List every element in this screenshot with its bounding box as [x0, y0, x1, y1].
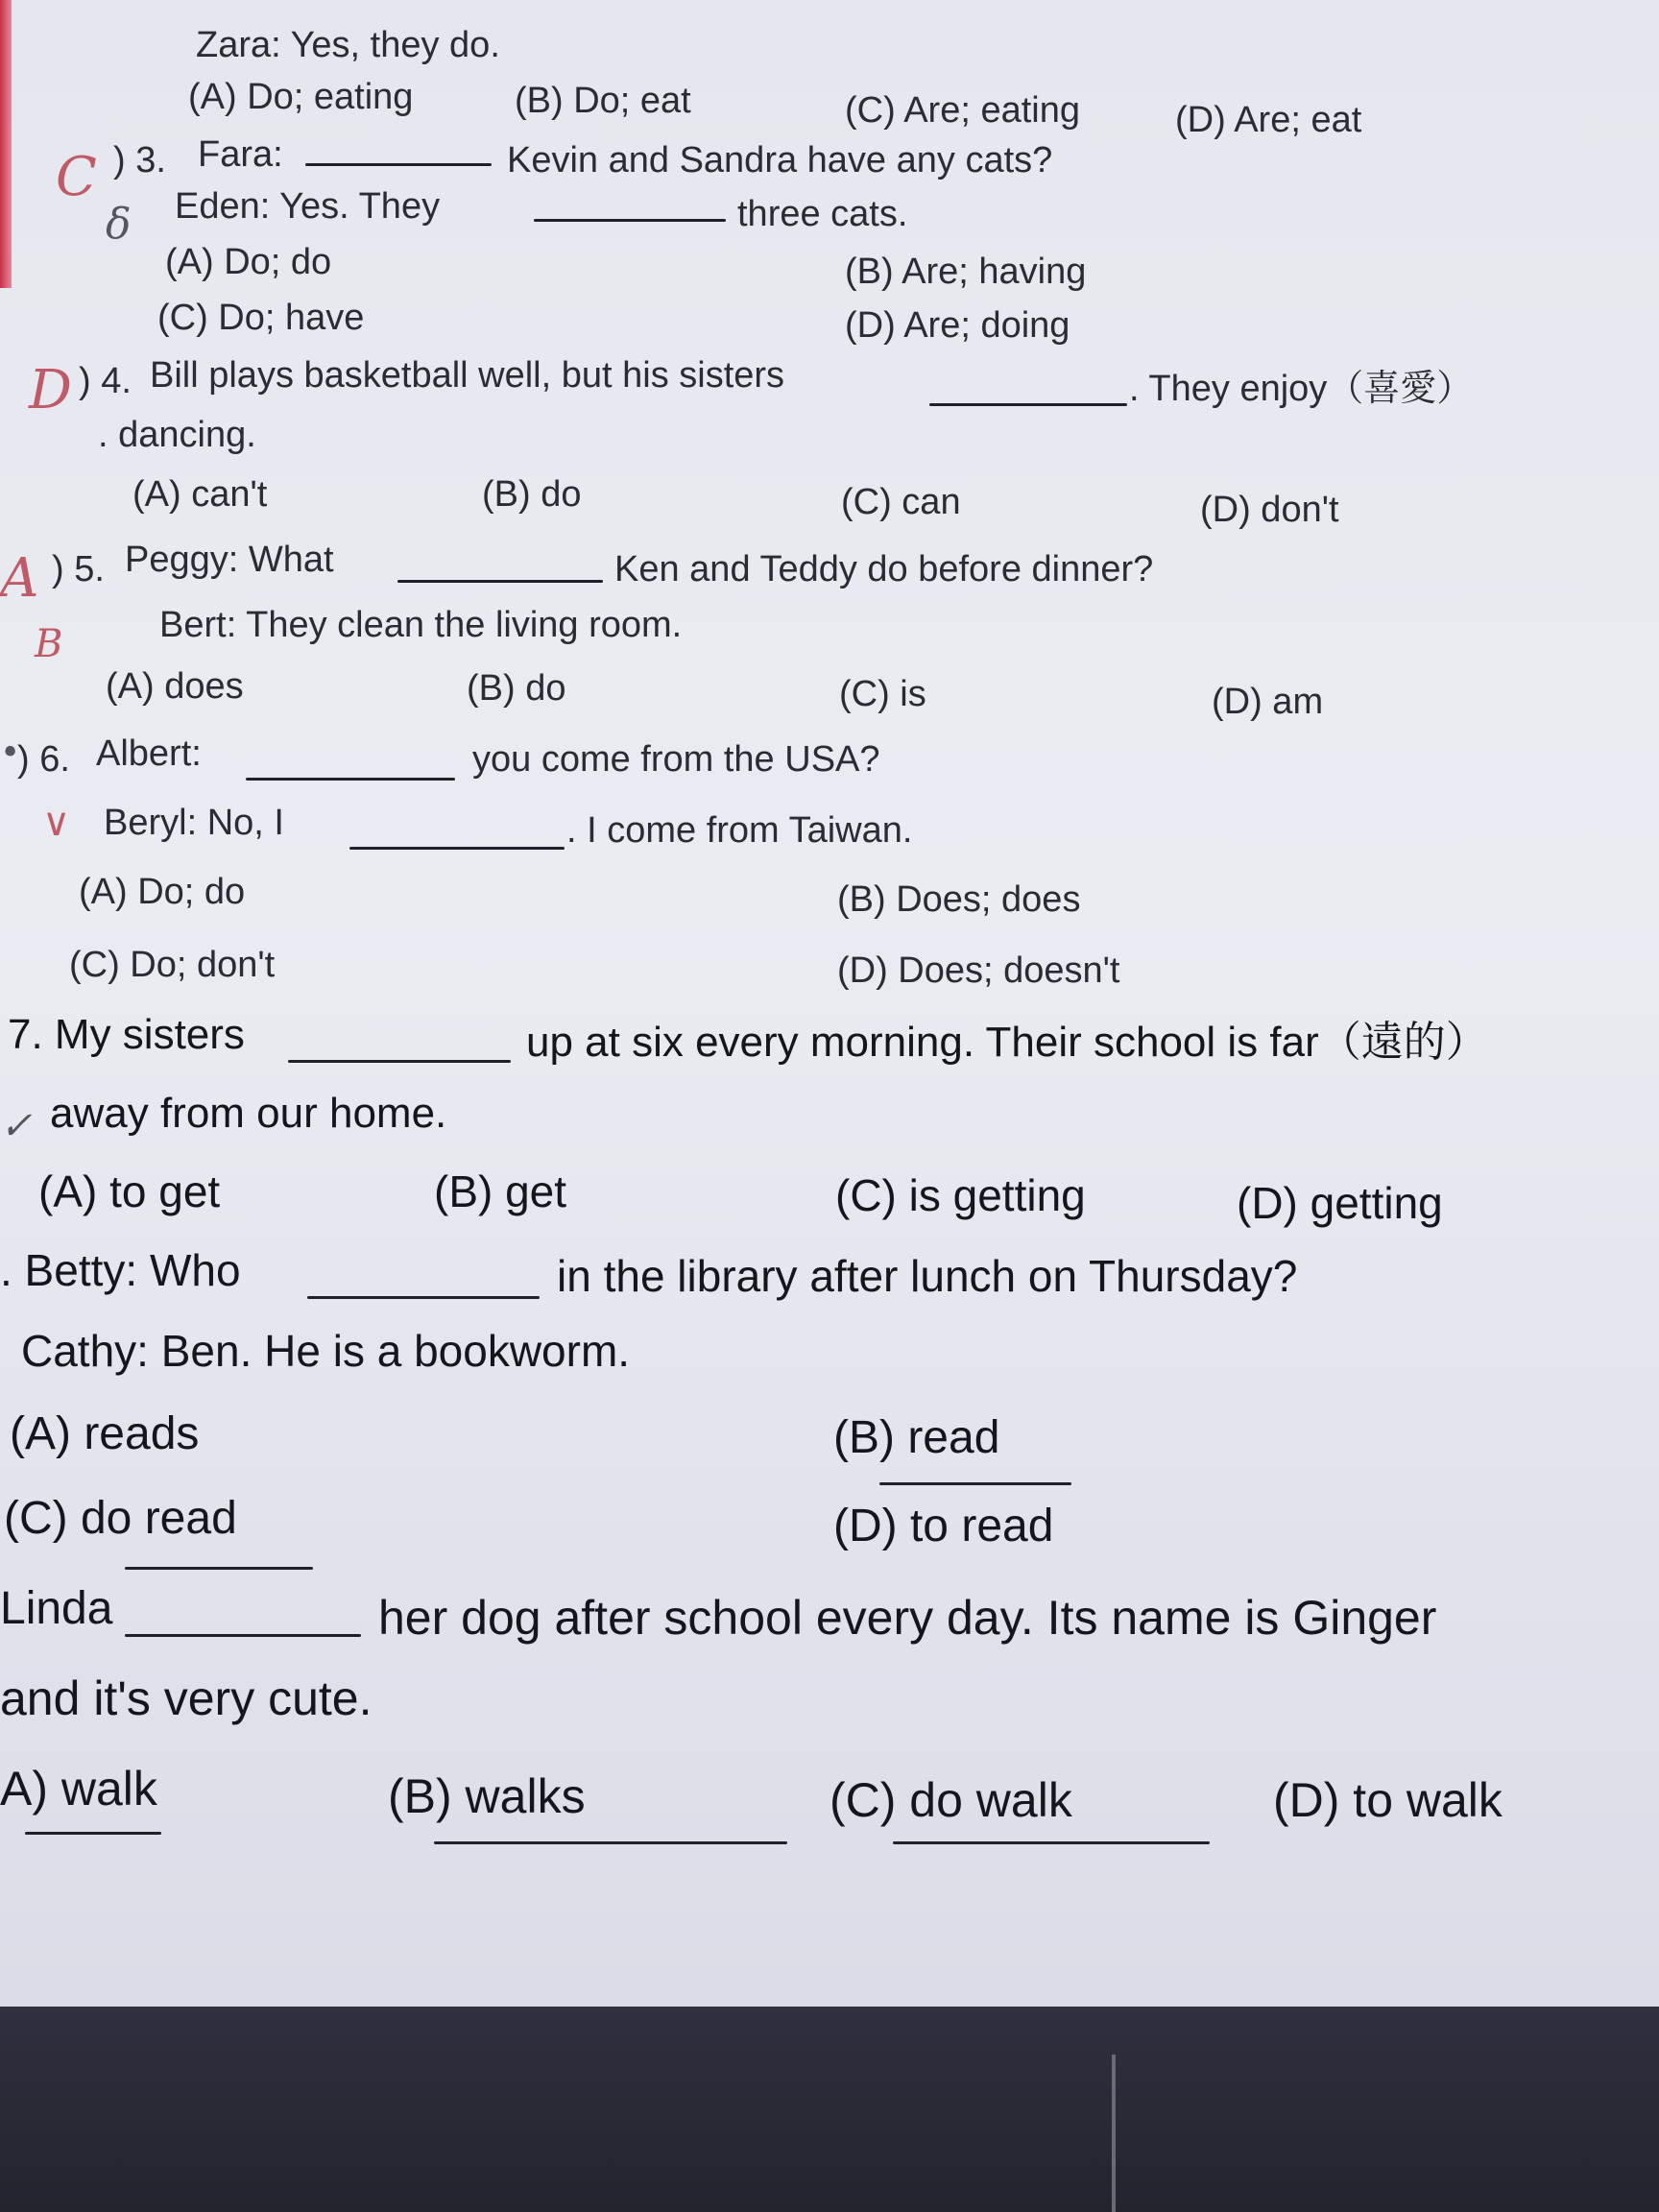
q4-blank: [929, 403, 1127, 406]
q3-eden-line-end: three cats.: [737, 194, 908, 234]
q7-question-continued: away from our home.: [50, 1090, 447, 1137]
q5-option-d: (D) am: [1212, 682, 1324, 722]
q9-option-a: A) walk: [0, 1762, 157, 1815]
q3-option-b: (B) Are; having: [845, 252, 1087, 292]
q8-pen-stroke: [125, 1567, 313, 1570]
q7-option-b: (B) get: [434, 1166, 567, 1216]
q8-option-a: (A) reads: [10, 1408, 200, 1459]
q8-option-b: (B) read: [833, 1412, 1000, 1463]
q4-answer-mark: D: [29, 359, 72, 421]
cable: [1112, 2055, 1116, 2212]
q5-question-text-end: Ken and Teddy do before dinner?: [614, 549, 1154, 589]
q2-option-c: (C) Are; eating: [845, 90, 1080, 131]
q5-number: ) 5.: [52, 549, 105, 589]
q2-option-a: (A) Do; eating: [188, 77, 414, 117]
q6-beryl-line-end: . I come from Taiwan.: [566, 810, 913, 851]
q8-option-b-underline: [879, 1482, 1071, 1485]
q7-option-c: (C) is getting: [835, 1170, 1086, 1220]
q7-question-text: 7. My sisters: [8, 1011, 245, 1058]
binding-strip: [0, 0, 12, 288]
q8-cathy-line: Cathy: Ben. He is a bookworm.: [21, 1326, 631, 1376]
q4-question-text-end: . They enjoy（喜愛）: [1129, 369, 1474, 409]
q4-question-text: Bill plays basketball well, but his sisters: [150, 355, 785, 396]
q4-option-d: (D) don't: [1200, 490, 1339, 530]
q9-option-c-underline: [893, 1841, 1210, 1844]
q4-option-b: (B) do: [482, 474, 582, 515]
q3-answer-mark: C: [56, 146, 97, 208]
q2-option-b: (B) Do; eat: [515, 81, 691, 121]
q9-option-a-underline: [25, 1832, 161, 1835]
q8-option-d: (D) to read: [833, 1501, 1054, 1551]
q3-option-c: (C) Do; have: [157, 298, 365, 338]
q5-question-text: Peggy: What: [125, 540, 334, 580]
q6-question-text-end: you come from the USA?: [472, 739, 880, 780]
q5-margin-mark: B: [35, 622, 63, 666]
q8-question-text-end: in the library after lunch on Thursday?: [557, 1251, 1298, 1301]
q4-number: ) 4.: [79, 361, 132, 401]
q4-question-continued: . dancing.: [98, 415, 256, 455]
q2-option-d: (D) Are; eat: [1175, 100, 1362, 140]
q3-number: ) 3.: [113, 140, 166, 180]
q6-beryl-line: Beryl: No, I: [104, 803, 284, 843]
q8-blank: [307, 1296, 540, 1299]
q6-blank-1: [246, 778, 455, 781]
q7-option-d: (D) getting: [1237, 1178, 1443, 1228]
q3-option-a: (A) Do; do: [165, 242, 332, 282]
q5-answer-mark: A: [0, 547, 39, 610]
q9-blank: [125, 1634, 361, 1637]
q6-option-d: (D) Does; doesn't: [837, 950, 1120, 991]
q6-option-a: (A) Do; do: [79, 872, 246, 912]
q7-margin-mark: ✓: [0, 1104, 33, 1148]
q7-question-text-end: up at six every morning. Their school is far（遠的）: [526, 1019, 1488, 1066]
q8-option-c: (C) do read: [4, 1493, 237, 1544]
q5-option-a: (A) does: [106, 666, 244, 707]
q4-option-a: (A) can't: [132, 474, 268, 515]
q8-question-text: . Betty: Who: [0, 1245, 241, 1295]
q6-option-c: (C) Do; don't: [69, 945, 276, 985]
q9-option-b-underline: [434, 1841, 787, 1844]
q9-option-b: (B) walks: [388, 1769, 586, 1823]
q6-answer-mark: •: [0, 733, 21, 773]
dark-background: [0, 2007, 1659, 2212]
q3-option-d: (D) Are; doing: [845, 305, 1070, 346]
q6-margin-mark: ∨: [42, 801, 71, 845]
q3-blank-2: [534, 219, 726, 222]
q3-scribble-mark: δ: [106, 200, 132, 249]
q2-zara-line: Zara: Yes, they do.: [196, 25, 500, 65]
q9-question-text: Linda: [0, 1583, 113, 1634]
q9-question-continued: and it's very cute.: [0, 1671, 373, 1725]
q5-option-c: (C) is: [839, 674, 926, 714]
q3-question-text: Kevin and Sandra have any cats?: [507, 140, 1053, 180]
q7-blank: [288, 1060, 511, 1063]
q5-bert-line: Bert: They clean the living room.: [159, 605, 683, 645]
q7-option-a: (A) to get: [38, 1166, 221, 1216]
q4-option-c: (C) can: [841, 482, 961, 522]
q3-fara-label: Fara:: [198, 134, 283, 175]
q9-question-text-end: her dog after school every day. Its name is Ginger: [378, 1591, 1437, 1645]
q3-blank-1: [305, 163, 492, 166]
q5-option-b: (B) do: [467, 668, 566, 709]
q6-question-text: Albert:: [96, 733, 202, 774]
q6-option-b: (B) Does; does: [837, 879, 1081, 920]
q6-blank-2: [349, 847, 565, 850]
q5-blank: [397, 580, 603, 583]
q9-option-d: (D) to walk: [1273, 1773, 1503, 1827]
q3-eden-line: Eden: Yes. They: [175, 186, 441, 227]
q6-number: ) 6.: [17, 739, 70, 780]
q9-option-c: (C) do walk: [830, 1773, 1072, 1827]
